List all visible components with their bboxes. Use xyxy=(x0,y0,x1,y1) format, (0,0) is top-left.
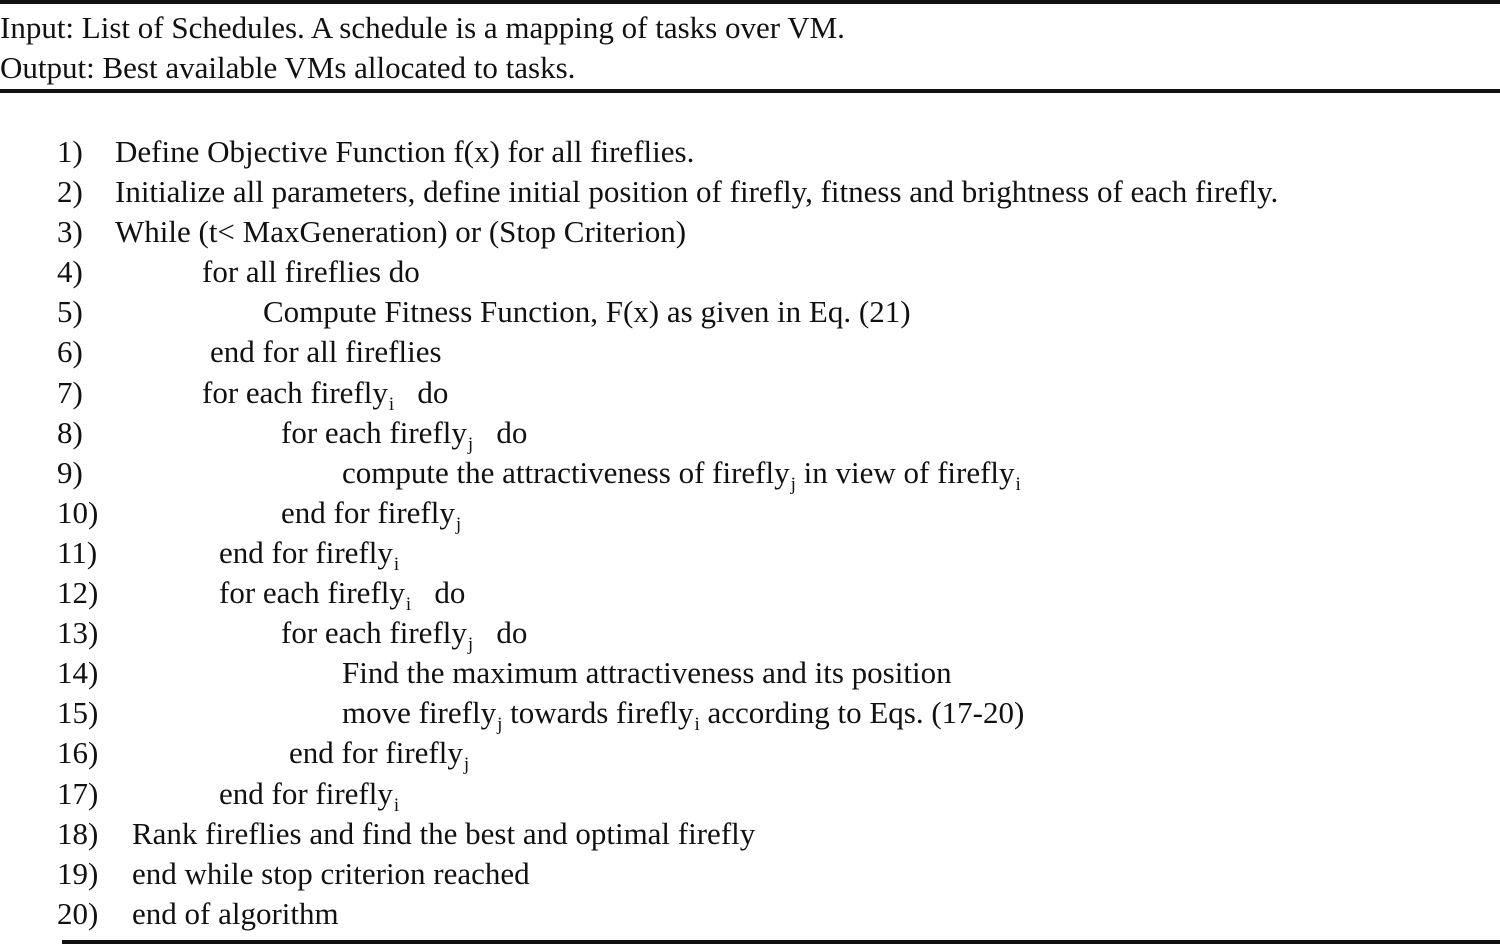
step-text-fragment: Define Objective Function f(x) for all fireflies. xyxy=(115,134,695,169)
algorithm-step xyxy=(0,292,1500,332)
step-number: 17) xyxy=(57,775,99,811)
step-text xyxy=(342,653,952,693)
step-text-fragment: for all fireflies do xyxy=(202,254,420,290)
subscript-index: i xyxy=(405,594,412,616)
step-number: 16) xyxy=(57,735,99,771)
algorithm-step xyxy=(0,854,1500,894)
algorithm-step xyxy=(0,413,1500,453)
input-description: Input: List of Schedules. A schedule is a mapping of tasks over VM. xyxy=(0,10,845,45)
step-number: 2) xyxy=(57,174,83,210)
step-text xyxy=(263,292,911,332)
subscript-index: j xyxy=(455,513,462,535)
step-text xyxy=(132,854,530,894)
step-number: 7) xyxy=(57,374,83,410)
step-text xyxy=(115,172,1278,212)
step-number: 3) xyxy=(57,214,83,250)
algorithm-step xyxy=(0,172,1500,212)
algorithm-step xyxy=(0,212,1500,252)
step-text xyxy=(115,132,694,172)
step-text xyxy=(202,252,420,292)
step-text-fragment: end for firefly xyxy=(219,534,393,570)
step-number: 14) xyxy=(57,655,99,691)
step-number: 4) xyxy=(57,254,83,290)
step-text-fragment: move firefly xyxy=(342,695,497,731)
algorithm-steps xyxy=(0,132,1500,934)
step-text xyxy=(281,613,527,658)
subscript-index: j xyxy=(467,433,474,455)
algorithm-step xyxy=(0,132,1500,172)
step-number: 10) xyxy=(57,494,99,530)
algorithm-step xyxy=(0,894,1500,934)
header-rule xyxy=(0,89,1500,93)
step-number: 19) xyxy=(57,855,99,891)
step-text xyxy=(132,894,339,934)
step-text-fragment: for each firefly xyxy=(281,414,467,450)
step-text xyxy=(219,774,399,819)
subscript-index: j xyxy=(463,754,470,776)
step-text-fragment: do xyxy=(411,575,466,611)
step-text-fragment: end while stop criterion reached xyxy=(132,855,530,891)
algorithm-step xyxy=(0,613,1500,656)
step-text-fragment: Compute Fitness Function, F(x) as given in Eq. (21) xyxy=(263,294,911,330)
algorithm-step xyxy=(0,693,1500,736)
algorithm-step xyxy=(0,533,1500,573)
step-text-fragment: end for firefly xyxy=(281,494,455,530)
subscript-index: j xyxy=(467,634,474,656)
step-text-fragment: according to Eqs. (17-20) xyxy=(699,695,1025,731)
step-text xyxy=(219,533,399,578)
algorithm-step xyxy=(0,373,1500,413)
subscript-index: j xyxy=(790,473,796,495)
subscript-index: i xyxy=(393,553,400,575)
step-number: 20) xyxy=(57,895,99,931)
step-text-fragment: end for firefly xyxy=(289,735,463,771)
step-text-fragment: for each firefly xyxy=(219,575,405,611)
step-text-fragment: compute the attractiveness of firefly xyxy=(342,454,790,490)
step-text-fragment: Rank fireflies and find the best and optimal firefly xyxy=(132,815,756,851)
step-text-fragment: end for firefly xyxy=(219,775,393,811)
algorithm-step xyxy=(0,733,1500,776)
step-number: 11) xyxy=(57,534,98,570)
algorithm-step xyxy=(0,252,1500,292)
step-text xyxy=(342,693,1024,738)
algorithm-step xyxy=(0,332,1500,372)
step-number: 1) xyxy=(57,134,83,169)
step-text xyxy=(281,413,527,458)
step-text-fragment: While (t< MaxGeneration) or (Stop Criterion) xyxy=(115,214,687,250)
step-number: 8) xyxy=(57,414,83,450)
step-text xyxy=(289,733,469,778)
algorithm-step xyxy=(0,493,1500,533)
step-number: 13) xyxy=(57,615,99,651)
algorithm-step xyxy=(0,814,1500,854)
subscript-index: j xyxy=(497,714,503,736)
step-text xyxy=(132,814,755,854)
step-text-fragment: Initialize all parameters, define initial position of firefly, fitness and brightness of each firefly. xyxy=(115,174,1279,210)
step-text-fragment: do xyxy=(473,414,528,450)
step-number: 12) xyxy=(57,575,99,611)
output-description: Output: Best available VMs allocated to tasks. xyxy=(0,50,576,85)
step-text-fragment: do xyxy=(473,615,528,651)
step-text-fragment: Find the maximum attractiveness and its position xyxy=(342,655,952,691)
step-text xyxy=(210,332,442,372)
algorithm-step xyxy=(0,453,1500,493)
step-text-fragment: do xyxy=(394,374,449,410)
algorithm-step xyxy=(0,653,1500,693)
step-number: 6) xyxy=(57,334,83,370)
bottom-rule xyxy=(62,940,1500,944)
algorithm-step xyxy=(0,573,1500,616)
top-rule xyxy=(0,0,1500,4)
step-number: 18) xyxy=(57,815,99,851)
subscript-index: i xyxy=(1015,473,1021,495)
step-text-fragment: towards firefly xyxy=(502,695,694,731)
step-text xyxy=(202,373,448,418)
subscript-index: i xyxy=(393,794,400,816)
algorithm-step xyxy=(0,774,1500,814)
subscript-index: i xyxy=(694,714,700,736)
step-text-fragment: for each firefly xyxy=(202,374,388,410)
step-number: 9) xyxy=(57,454,83,490)
step-text xyxy=(219,573,465,618)
step-number: 15) xyxy=(57,695,99,731)
step-number: 5) xyxy=(57,294,83,330)
subscript-index: i xyxy=(388,393,395,415)
step-text-fragment: in view of firefly xyxy=(795,454,1015,490)
step-text-fragment: end for all fireflies xyxy=(210,334,442,370)
step-text-fragment: for each firefly xyxy=(281,615,467,651)
step-text xyxy=(281,493,461,538)
step-text xyxy=(342,453,1021,498)
step-text xyxy=(115,212,686,252)
step-text-fragment: end of algorithm xyxy=(132,895,339,931)
